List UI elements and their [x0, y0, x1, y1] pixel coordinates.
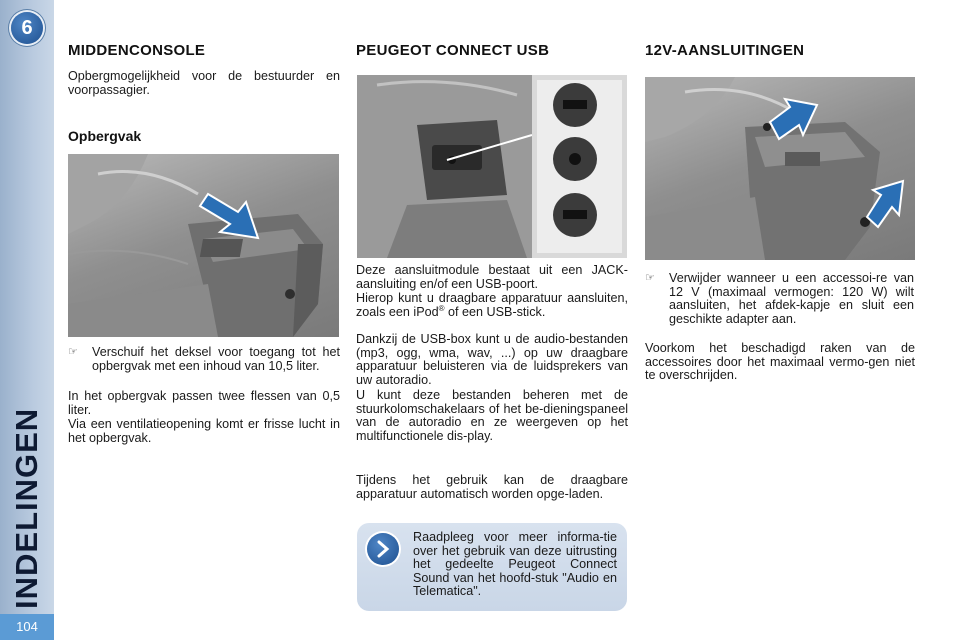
- usb-para-manage: U kunt deze bestanden beheren met de stuurkolomschakelaars of het be-dieningspaneel van de autoradio en ze weergeven op het multifunctionele dis-play.: [356, 388, 628, 443]
- pointing-hand-icon: ☞: [68, 346, 78, 358]
- chapter-title: INDELINGEN: [9, 407, 44, 609]
- chapter-number: 6: [21, 17, 33, 39]
- usb-para-devices: [356, 292, 628, 319]
- bullet-opbergvak: [68, 346, 340, 373]
- chapter-sidebar: [0, 0, 54, 640]
- info-text: Raadpleeg voor meer informa-tie over het gebruik van deze uitrusting het gedeelte Peugeot Connect Sound van het hoofd-stuk "Audio en Telematica".: [413, 530, 617, 599]
- storage-compartment-illustration: [68, 154, 339, 337]
- middenconsole-para-bottles: In het opbergvak passen twee flessen van 0,5 liter.: [68, 389, 340, 417]
- usb-module-illustration: [357, 75, 627, 258]
- middenconsole-para-ventilation: Via een ventilatieopening komt er frisse lucht in het opbergvak.: [68, 417, 340, 445]
- photo-storage-compartment: [68, 154, 339, 337]
- usb-para-module: Deze aansluitmodule bestaat uit een JACK-aansluiting en/of een USB-poort.: [356, 263, 628, 291]
- usb-para-devices-b: of een USB-stick.: [444, 304, 546, 319]
- section-heading-12v: 12V-AANSLUITINGEN: [645, 42, 805, 59]
- chevron-right-icon[interactable]: [367, 533, 399, 565]
- page-number: 104: [0, 614, 54, 640]
- 12v-sockets-illustration: [645, 77, 915, 260]
- pointing-hand-icon: ☞: [645, 272, 655, 284]
- chapter-badge[interactable]: [11, 12, 43, 44]
- section-heading-connect-usb: PEUGEOT CONNECT USB: [356, 42, 550, 59]
- bullet-12v-text: Verwijder wanneer u een accessoi-re van 12 V (maximaal vermogen: 120 W) wilt aansluiten, het afdek-kapje en sluit een geschikte adapter aan.: [669, 271, 914, 326]
- subheading-opbergvak: Opbergvak: [68, 128, 142, 144]
- usb-para-devices-a: Hierop kunt u draagbare apparatuur aansluiten, zoals een iPod: [356, 291, 628, 319]
- bullet-opbergvak-text: Verschuif het deksel voor toegang tot het opbergvak met een inhoud van 10,5 liter.: [92, 345, 340, 373]
- section-heading-middenconsole: MIDDENCONSOLE: [68, 42, 206, 59]
- middenconsole-intro: Opbergmogelijkheid voor de bestuurder en voorpassagier.: [68, 69, 340, 97]
- photo-usb-module: [357, 75, 627, 258]
- registered-mark: ®: [438, 303, 445, 313]
- bullet-12v: [645, 272, 914, 326]
- 12v-para-warning: Voorkom het beschadigd raken van de accessoires door het maximaal vermo-gen niet te overschrijden.: [645, 341, 915, 383]
- usb-para-audio: Dankzij de USB-box kunt u de audio-bestanden (mp3, ogg, wma, wav, ...) op uw draagbare apparatuur beluisteren via de luidsprekers van uw autoradio.: [356, 332, 628, 387]
- photo-12v-sockets: [645, 77, 915, 260]
- info-box: [357, 523, 627, 611]
- usb-para-charge: Tijdens het gebruik kan de draagbare apparatuur automatisch worden opge-laden.: [356, 473, 628, 501]
